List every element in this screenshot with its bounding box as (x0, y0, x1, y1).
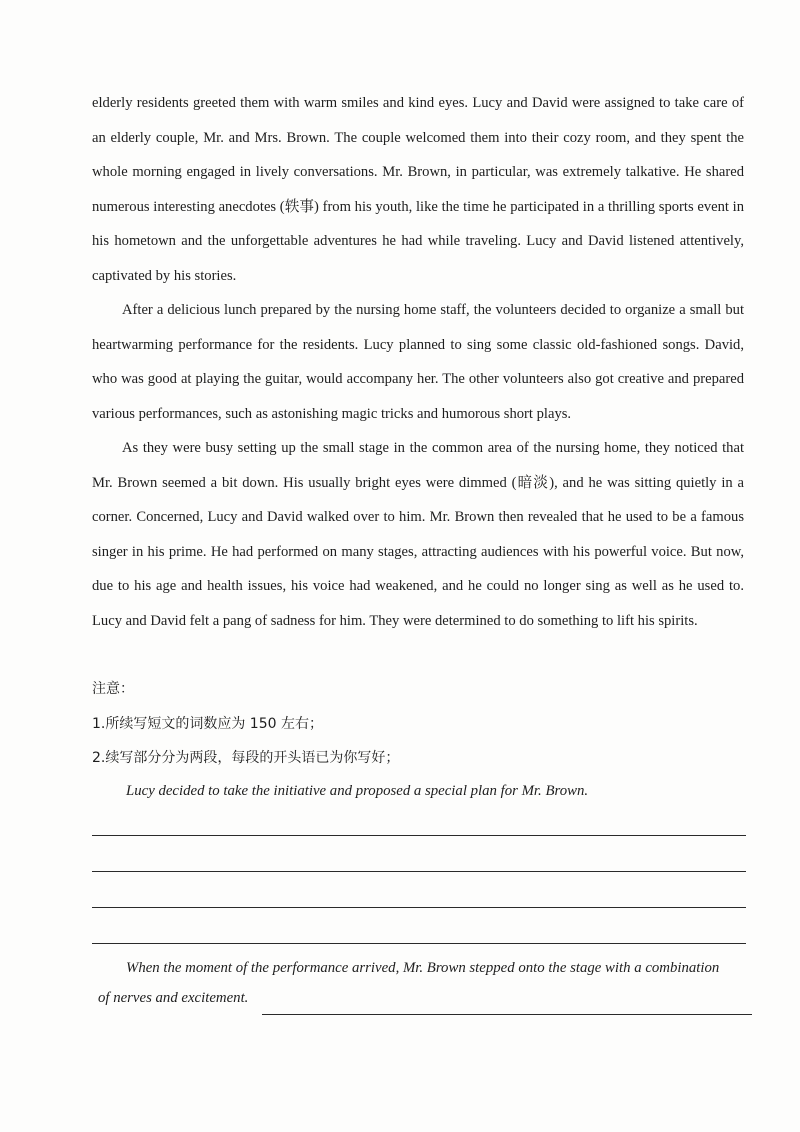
answer-line-3[interactable] (92, 907, 746, 908)
passage-paragraph-2: After a delicious lunch prepared by the nursing home staff, the volunteers decided to organize a small but heartwarming performance for the residents. Lucy planned to sing some classic old-fashioned songs. David, who was good at playing the guitar, would accompany her. The other volunteers also got creative and prepared various performances, such as astonishing magic tricks and humorous short plays. (92, 302, 744, 422)
answer-line-5[interactable] (262, 1014, 752, 1015)
paragraph-opener-1: Lucy decided to take the initiative and proposed a special plan for Mr. Brown. (126, 783, 589, 799)
answer-line-1[interactable] (92, 835, 746, 836)
passage-paragraph-3: As they were busy setting up the small stage in the common area of the nursing home, they noticed that Mr. Brown seemed a bit down. His usually bright eyes were dimmed (暗淡), and he was sitting quietly in a corner. Concerned, Lucy and David walked over to him. Mr. Brown then revealed that he used to be a famous singer in his prime. He had performed on many stages, attracting audiences with his powerful voice. But now, due to his age and health issues, his voice had weakened, and he could no longer sing as well as he used to. Lucy and David felt a pang of sadness for him. They were determined to do something to lift his spirits. (92, 440, 744, 629)
paragraph-opener-2: When the moment of the performance arrived, Mr. Brown stepped onto the stage with a combination (126, 960, 720, 976)
paragraph-opener-2-continued: of nerves and excitement. (98, 990, 249, 1006)
instruction-item-paragraphs: 2.续写部分分为两段，每段的开头语已为你写好； (92, 750, 400, 766)
answer-line-4[interactable] (92, 943, 746, 944)
reading-passage (92, 86, 744, 638)
instructions (92, 672, 744, 776)
passage-paragraph-1: elderly residents greeted them with warm smiles and kind eyes. Lucy and David were assigned to take care of an elderly couple, Mr. and Mrs. Brown. The couple welcomed them into their cozy room, and they spent the whole morning engaged in lively conversations. Mr. Brown, in particular, was extremely talkative. He shared numerous interesting anecdotes (轶事) from his youth, like the time he participated in a thrilling sports event in his hometown and the unforgettable adventures he had while traveling. Lucy and David listened attentively, captivated by his stories. (92, 95, 744, 284)
instructions-heading: 注意： (92, 681, 134, 697)
answer-line-2[interactable] (92, 871, 746, 872)
instruction-item-word-count: 1.所续写短文的词数应为 150 左右； (92, 715, 323, 732)
